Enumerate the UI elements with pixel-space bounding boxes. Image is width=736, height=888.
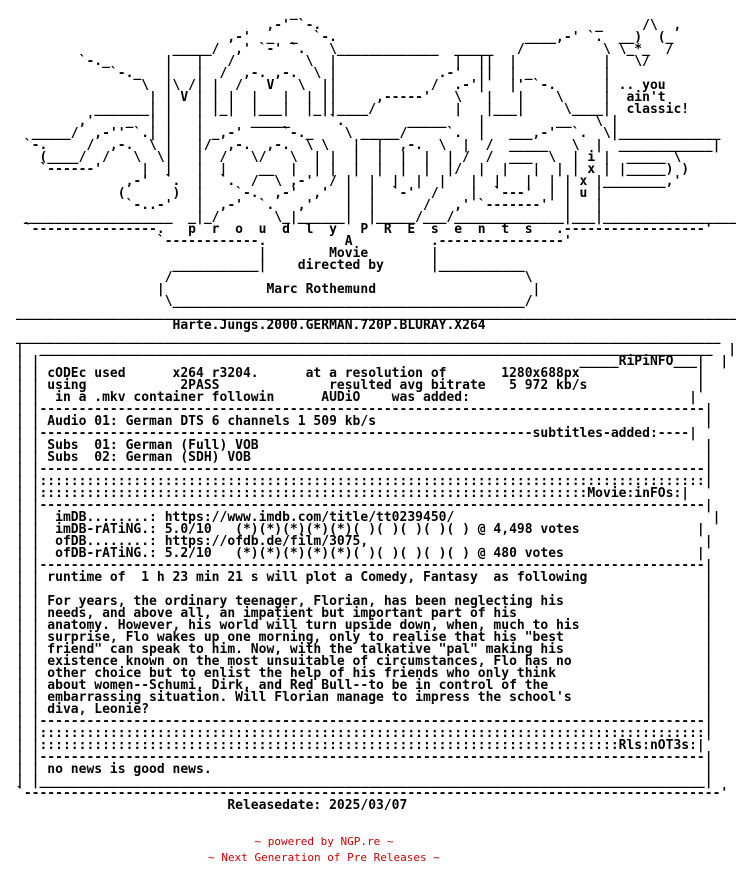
tagline-text: ~ Next Generation of Pre Releases ~ [208, 851, 440, 864]
powered-by-line [0, 835, 648, 849]
tagline-line [0, 851, 648, 865]
nfo-text: _ ,-' `-. _ /\ , ,-' _ _ `-. ____,-' `. __) (_ _____/ ,' `-' `. \_____________ _____ / \ \_*_ / `-._ | | / \ | | || | | \/ `-._ | | / ,-. ,-. \ | .-' || | _ | \ |\ /| | / V \ || / .-'| |' `-. | .. you | | V | | | | | | || ,-----' \ | | \ | ain't _______| | | |_| |___| |_||____/ | |___| \____| classic! ,' _ | | | _____ `. _____ | __ \ | _____/ ,-'' `.| | | _,-' `-._ \ _____/ `. | ___,-' `. \|_____________ `-. / ,-. \ | |/ ,-. ,-. \ \ | | ,-. \ | / _____ \ | ____________| (____/ / \ \| | / \/ \ | | | | | | | / / ___ \ | i | _____ \ `------' | | | | __ | | | | | | | |/ | | | | | x | |_____) ) ,-' `. | `. / \ ,-' / | | | | | | | | | | x |________,' ( ) | `-. ,-' ,' | | `-' / | `---' | | u | `-..-' | ,-' `. ,' | | / ,' `-------' | | ___________________ _|_/ \_|______| |_____/___/______________|___|_________________ `----------------. p r o u d l y P R E s e n t s .------------------' `------------. A .----------------' | Movie | ___________| directed by |___________ / \ | Marc Rothemund | \_____________________________________________/ ____________________________________________________________________________________________ Harte.Jungs.2000.GERMAN.720P.BLURAY.X264 __________________________________________________________________________________________ | ______________________________________________________________________________________ | | | _____RiPiNFO___| | | | cODEc used x264 r3204. at a resolution of 1280x688px | | | using 2PASS resulted avg bitrate 5 972 kb/s | | | in a .mkv container followin AUDiO was added: | | |-------------------------------------------------------------------------------------| | | Audio 01: German DTS 6 channels 1 509 kb/s | | |---------------------------------------------------------------subtitles-added:----| | | Subs 01: German (Full) VOB | | | Subs 02: German (SDH) VOB | | |-------------------------------------------------------------------------------------| | |:::::::::::::::::::::::::::::::::::::::::::::::::::::::::::::::::::::::::::::::::::::| | |::::::::::::::::::::::::::::::::::::::::::::::::::::::::::::::::::::::Movie:inFOs:| | |-------------------------------------------------------------------------------------| | | imDB........: https://www.imdb.com/title/tt0239450/ | | | imDB-rATiNG.: 5.0/10 (*)(*)(*)(*)(*)( )( )( )( )( ) @ 4,498 votes | | | ofDB........: https://ofdb.de/film/3075, | | | ofDB-rATiNG.: 5.2/10 (*)(*)(*)(*)(*)( )( )( )( )( ) @ 480 votes | | |-------------------------------------------------------------------------------------| | | runtime of 1 h 23 min 21 s will plot a Comedy, Fantasy as following | | | | | | For years, the ordinary teenager, Florian, has been neglecting his | | | needs, and above all, an impatient but important part of his | | | anatomy. However, his world will turn upside down, when, much to his | | | surprise, Flo wakes up one morning, only to realise that his "best | | | friend" can speak to him. Now, with the talkative "pal" making his | | | existence known on the most unsuitable of circumstances, Flo has no | | | other choice but to enlist the help of his friends who only think | | | about women--Schumi, Dirk, and Red Bull--to be in control of the | | | embarrassing situation. Will Florian manage to impress the school's | | | diva, Leonie? | | |-------------------------------------------------------------------------------------| | |:::::::::::::::::::::::::::::::::::::::::::::::::::::::::::::::::::::::::::::::::::::| | |::::::::::::::::::::::::::::::::::::::::::::::::::::::::::::::::::::::::::Rls:nOT3s:| | |-------------------------------------------------------------------------------------| | | no news is good news. | | |_____________________________________________________________________________________| `-----------------------------------------------------------------------------------------' Releasedate: 2025/03/07 [16, 6, 736, 813]
powered-by-link[interactable]: ~ powered by NGP.re ~ [254, 835, 394, 848]
